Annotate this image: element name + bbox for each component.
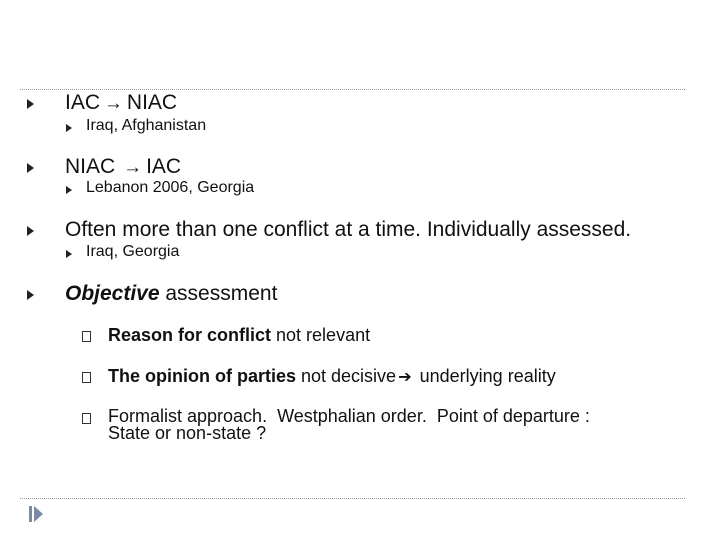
bullet-text: Often more than one conflict at a time. Individually assessed. — [65, 218, 632, 241]
item-bold-text: Reason for conflict — [108, 325, 272, 345]
bottom-divider — [20, 498, 685, 499]
emphasis-text: Objective — [65, 282, 160, 305]
item-text: not decisive — [296, 366, 397, 386]
bullet-objective-assessment — [65, 282, 277, 306]
square-bullet-icon — [82, 331, 91, 342]
triangle-bullet-icon — [66, 124, 72, 132]
sub-bullet — [86, 179, 254, 197]
sub-bullet-text: Iraq, Afghanistan — [86, 117, 207, 134]
triangle-bullet-icon — [27, 99, 34, 109]
item-bold-text: The opinion of parties — [108, 366, 296, 386]
nav-bar — [29, 506, 32, 522]
item-formalist-approach-line2 — [108, 423, 266, 444]
item-text: underlying reality — [419, 366, 556, 386]
triangle-bullet-icon — [27, 290, 34, 300]
sub-bullet — [86, 243, 179, 261]
triangle-bullet-icon — [66, 250, 72, 258]
triangle-bullet-icon — [27, 226, 34, 236]
triangle-bullet-icon — [27, 163, 34, 173]
arrow-right-icon: ➔ — [398, 368, 412, 386]
arrow-right-icon: → — [123, 157, 143, 178]
top-divider — [20, 89, 685, 90]
sub-bullet-text: Iraq, Georgia — [86, 243, 180, 260]
square-bullet-icon — [82, 372, 91, 383]
sub-bullet-text: Lebanon 2006, Georgia — [86, 179, 255, 196]
square-bullet-icon — [82, 413, 91, 424]
nav-triangle — [34, 506, 43, 522]
bullet-multiple-conflicts — [65, 218, 631, 242]
triangle-bullet-icon — [66, 186, 72, 194]
item-text: Formalist approach. Westphalian order. Point of departure : — [108, 406, 590, 426]
item-reason-for-conflict — [108, 325, 370, 346]
arrow-right-icon: → — [104, 93, 123, 114]
bullet-niac-iac — [65, 155, 181, 179]
item-text: State or non-state ? — [108, 423, 267, 443]
sub-bullet — [86, 117, 206, 135]
next-slide-icon[interactable] — [29, 506, 43, 522]
bullet-text: IAC — [65, 91, 101, 114]
bullet-iac-niac — [65, 91, 177, 115]
bullet-text: NIAC — [65, 155, 116, 178]
bullet-text: IAC — [146, 155, 182, 178]
bullet-text: assessment — [159, 282, 278, 305]
item-opinion-of-parties — [108, 366, 556, 387]
bullet-text: NIAC — [126, 91, 178, 114]
item-text: not relevant — [271, 325, 371, 345]
